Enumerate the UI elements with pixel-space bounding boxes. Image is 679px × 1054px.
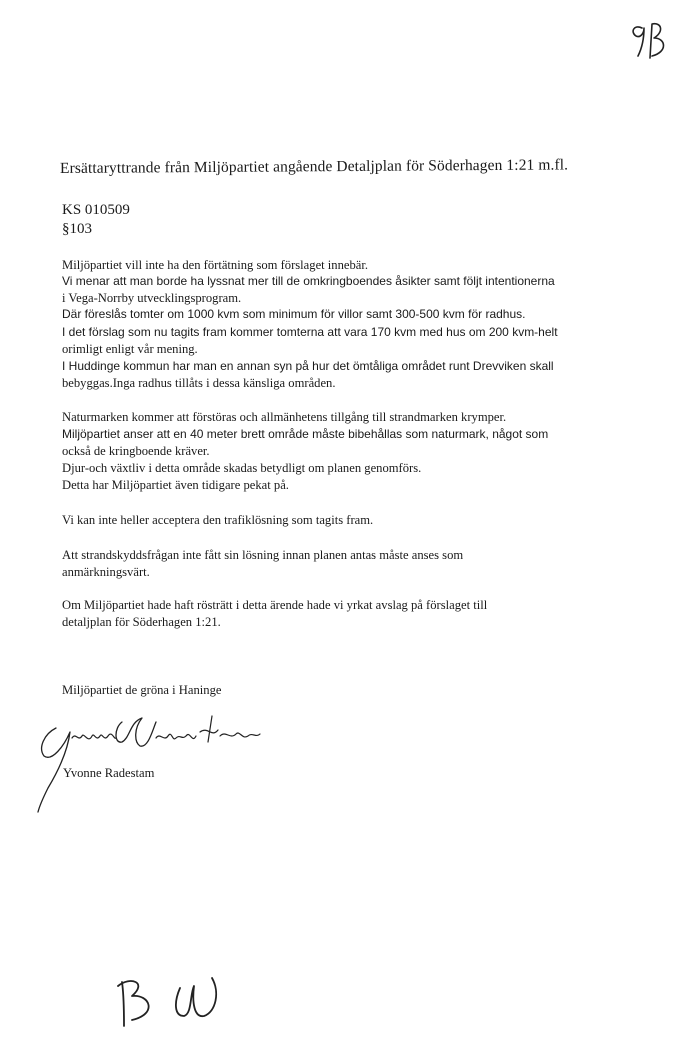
- section-reference: §103: [62, 221, 92, 237]
- handwritten-note: [108, 968, 248, 1034]
- body-line: Miljöpartiet vill inte ha den förtätning som förslaget innebär.: [62, 258, 369, 272]
- body-line: detaljplan för Söderhagen 1:21.: [62, 615, 221, 629]
- body-line: Miljöpartiet anser att en 40 meter brett område måste bibehållas som naturmark, något som: [62, 427, 549, 441]
- body-line: Naturmarken kommer att förstöras och allmänhetens tillgång till strandmarken krymper.: [62, 410, 507, 424]
- body-line: I Huddinge kommun har man en annan syn på hur det ömtåliga området runt Drevviken skall: [62, 359, 554, 373]
- body-line: Vi menar att man borde ha lyssnat mer till de omkringboendes åsikter samt följt intentionerna: [62, 274, 555, 288]
- body-line: orimligt enligt vår mening.: [62, 342, 198, 356]
- body-line: I det förslag som nu tagits fram kommer tomterna att vara 170 kvm med hus om 200 kvm-helt: [62, 325, 558, 339]
- body-line: Djur-och växtliv i detta område skadas betydligt om planen genomförs.: [62, 461, 422, 475]
- case-reference: KS 010509: [62, 202, 130, 218]
- body-line: i Vega-Norrby utvecklingsprogram.: [62, 291, 242, 305]
- body-line: anmärkningsvärt.: [62, 565, 150, 579]
- body-line: också de kringboende kräver.: [62, 444, 210, 458]
- handwritten-signature: [30, 708, 270, 818]
- body-line: bebyggas.Inga radhus tillåts i dessa känsliga områden.: [62, 376, 336, 390]
- document-title: Ersättaryttrande från Miljöpartiet angående Detaljplan för Söderhagen 1:21 m.fl.: [59, 156, 569, 177]
- body-line: Detta har Miljöpartiet även tidigare pekat på.: [62, 478, 289, 492]
- body-line: Om Miljöpartiet hade haft rösträtt i detta ärende hade vi yrkat avslag på förslaget till: [62, 598, 488, 612]
- body-line: Att strandskyddsfrågan inte fått sin lösning innan planen antas måste anses som: [62, 548, 464, 562]
- body-line: Där föreslås tomter om 1000 kvm som minimum för villor samt 300-500 kvm för radhus.: [62, 307, 526, 321]
- signatory-name: Yvonne Radestam: [63, 766, 155, 780]
- handwritten-page-mark: [628, 18, 674, 64]
- body-line: Vi kan inte heller acceptera den trafiklösning som tagits fram.: [62, 513, 374, 527]
- organization-name: Miljöpartiet de gröna i Haninge: [62, 683, 222, 697]
